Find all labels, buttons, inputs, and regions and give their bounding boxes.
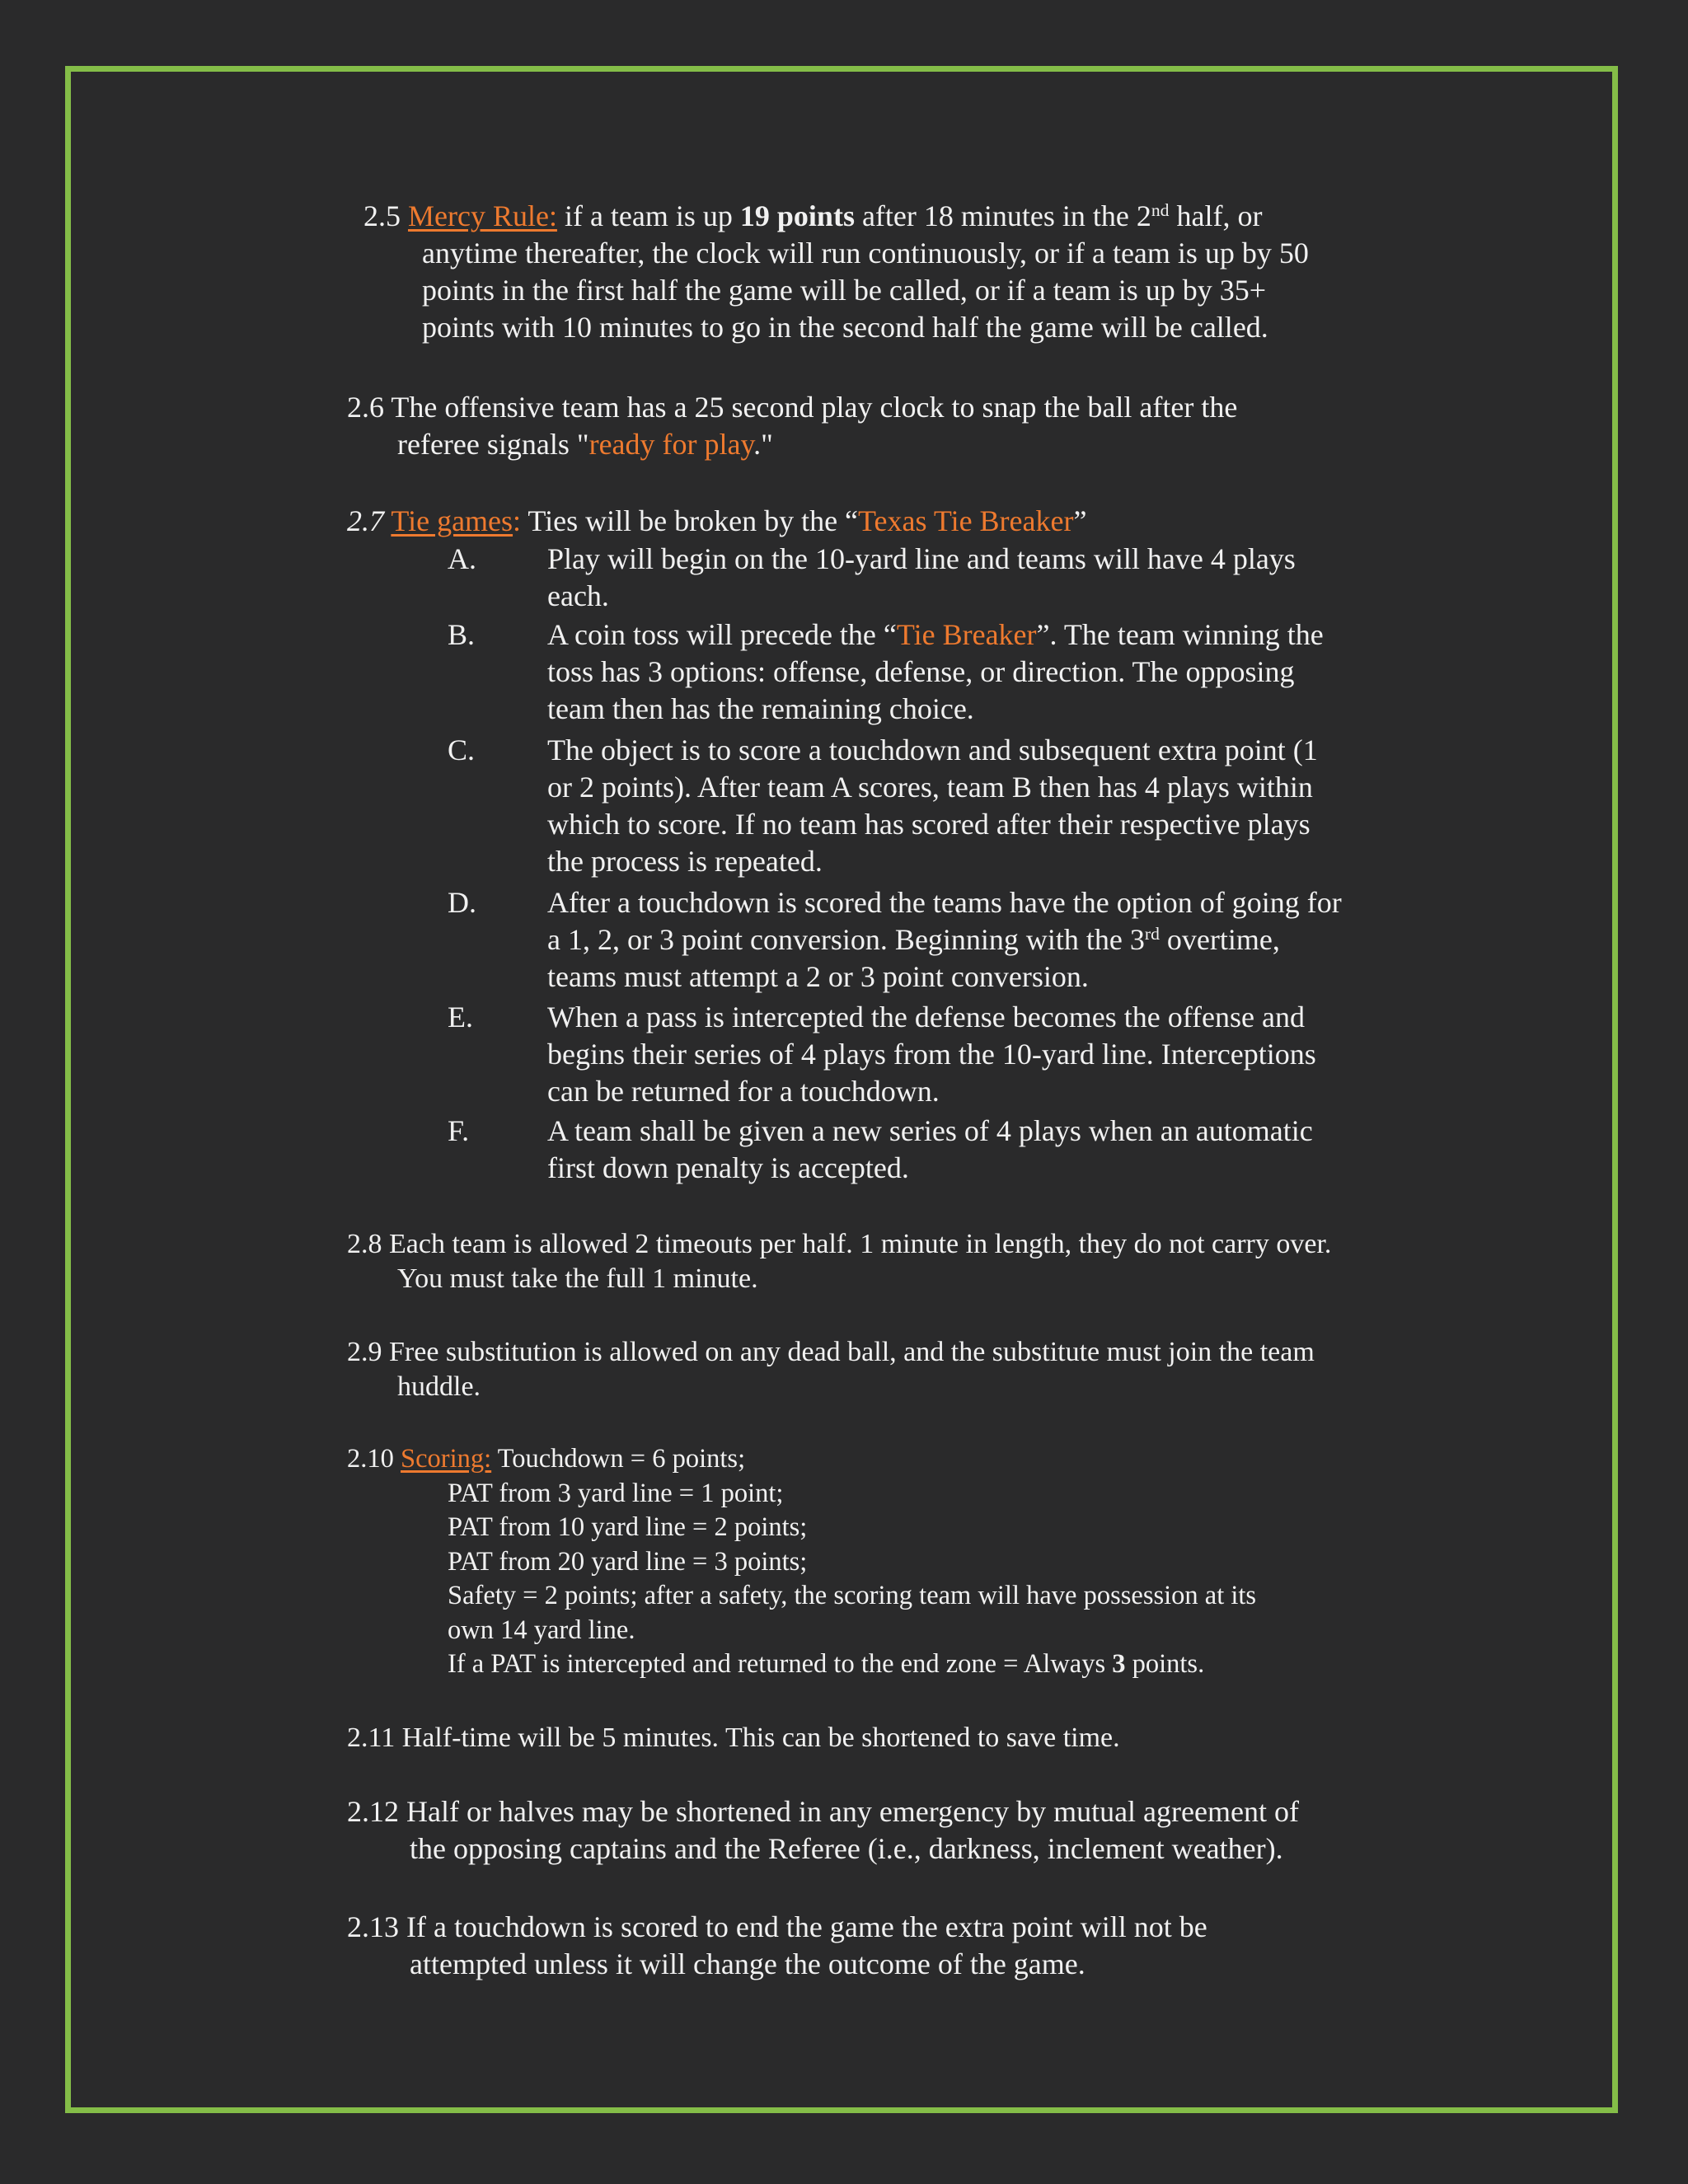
rule-2-9: 2.9 Free substitution is allowed on any dead ball, and the substitute must join the team huddle. [347,1337,1315,1402]
scoring-term: Scoring: [401,1444,492,1474]
rule-2-7: 2.7 Tie games: Ties will be broken by the “Texas Tie Breaker” [347,504,1087,537]
texas-tie-breaker-term: Texas Tie Breaker [858,504,1074,537]
tie-games-term: Tie games [391,504,513,537]
tie-breaker-term: Tie Breaker [896,618,1037,651]
rule-2-11: 2.11 Half-time will be 5 minutes. This can be shortened to save time. [347,1722,1120,1753]
rule-2-13: 2.13 If a touchdown is scored to end the game the extra point will not be attempted unless it will change the outcome of the game. [347,1910,1207,1980]
rule-2-8: 2.8 Each team is allowed 2 timeouts per half. 1 minute in length, they do not carry over. You must take the full 1 minute. [347,1229,1332,1294]
ready-for-play-term: ready for play [588,428,754,461]
document-body: 2.5 Mercy Rule: if a team is up 19 points after 18 minutes in the 2nd half, or anytime thereafter, the clock will run continuously, or if a team is up by 50 points in the first half the game will be called, or if a team is up by 35+ points with 10 minutes to go in the second half the game will be called. 2.6 The offensive team has a 25 second play clock to snap the ball after the referee signals "ready for play." 2.7 Tie games: Ties will be broken by the “Texas Tie Breaker” A. Play will begin on the 10-yard line and teams will have 4 plays each. B. A coin toss will precede the “Tie Breaker”. The team winning the toss has 3 options: offense, defense, or direction. The opposing team then has the remaining choice. C. The object is to score a touchdown and subsequent extra point (1 or 2 points). After team A scores, team B then has 4 plays within which to score. If no team has scored after their respective plays the process is repeated. D. After a touchdown is scored the teams have the option of going for a 1, 2, or 3 point conversion. Beginning with the 3rd overtime, teams must attempt a 2 or 3 point conversion. E. When a pass is intercepted the defense becomes the offense and begins their series of 4 plays from the 10-yard line. Interceptions can be returned for a touchdown. F. A team shall be given a new series of 4 plays when an automatic first down penalty is accepted. 2.8 Each team is allowed 2 timeouts per half. 1 minute in length, they do not carry over. You must take the full 1 minute. 2.9 Free substitution is allowed on any dead ball, and the substitute must join the team huddle. 2.10 Scoring: Touchdown = 6 points; PAT from 3 yard line = 1 point; PAT from 10 yard line = 2 points; PAT from 20 yard line = 3 points; Safety = 2 points; after a safety, the scoring team will have possession at its own 14 yard line. If a PAT is intercepted and returned to the end zone = Always 3 points. 2.11 Half-time will be 5 minutes. This can be shortened to save time. 2.12 Half or halves may be shortened in any emergency by mutual agreement of the opposing captains and the Referee (i.e., darkness, inclement weather). 2.13 If a touchdown is scored to end the game the extra point will not be attempted unless it will change the outcome of the game. [0,0,1688,2184]
rule-2-5: 2.5 Mercy Rule: if a team is up 19 points after 18 minutes in the 2nd half, or anytime thereafter, the clock will run continuously, or if a team is up by 50 points in the first half the game will be called, or if a team is up by 35+ points with 10 minutes to go in the second half the game will be called. [363,199,1309,344]
rule-2-6: 2.6 The offensive team has a 25 second play clock to snap the ball after the referee signals "ready for play." [347,391,1238,461]
rule-2-10: 2.10 Scoring: Touchdown = 6 points; PAT from 3 yard line = 1 point; PAT from 10 yard line = 2 points; PAT from 20 yard line = 3 points; Safety = 2 points; after a safety, the scoring team will have possession at its own 14 yard line. If a PAT is intercepted and returned to the end zone = Always 3 points. [347,1444,1257,1679]
mercy-rule-term: Mercy Rule: [408,199,557,232]
rule-2-12: 2.12 Half or halves may be shortened in any emergency by mutual agreement of the opposing captains and the Referee (i.e., darkness, inclement weather). [347,1795,1299,1865]
